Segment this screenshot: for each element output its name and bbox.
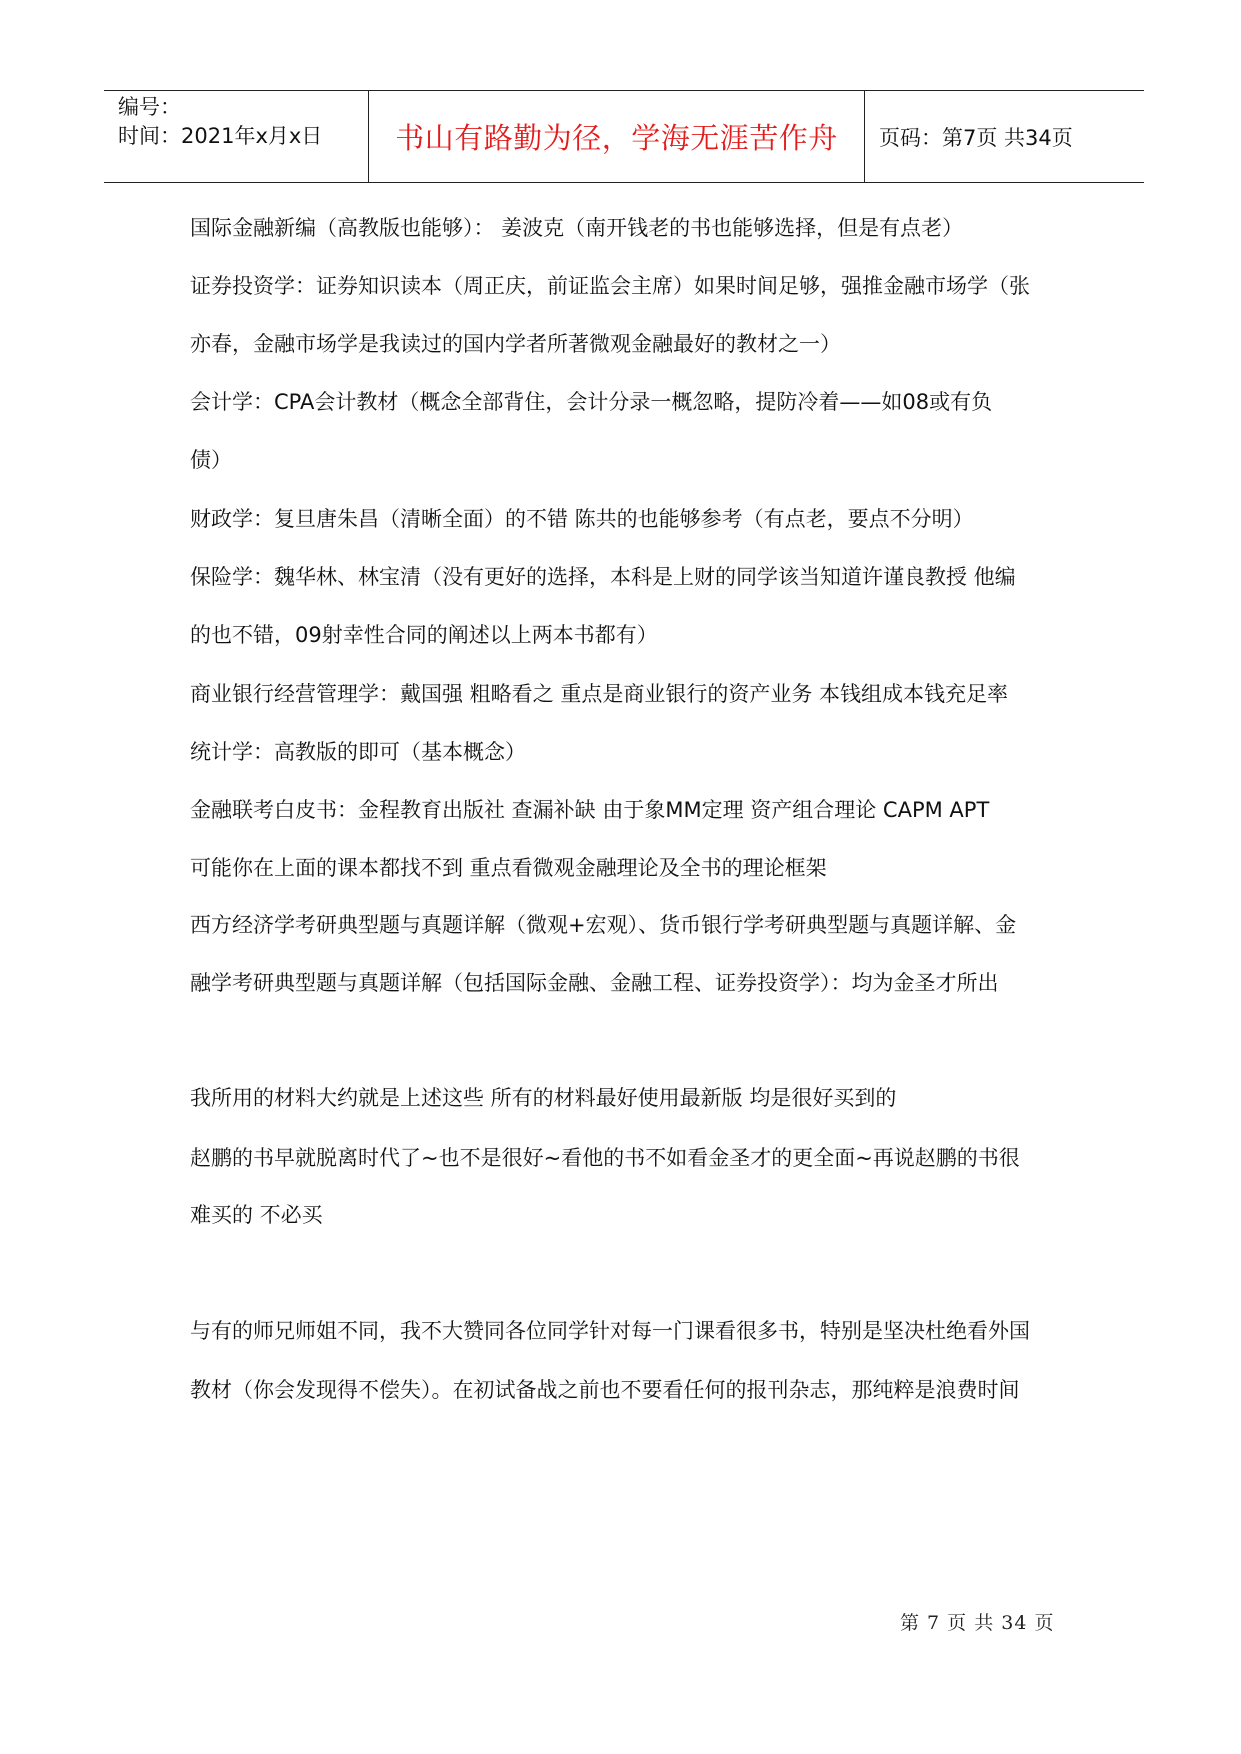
paragraph-line: 教材（你会发现得不偿失）。在初试备战之前也不要看任何的报刊杂志，那纯粹是浪费时间 [190, 1378, 1020, 1402]
paragraph-line: 会计学：CPA会计教材（概念全部背住，会计分录一概忽略，提防冷着——如08或有负 [190, 390, 993, 414]
paragraph-line: 的也不错，09射幸性合同的阐述以上两本书都有） [190, 623, 658, 647]
paragraph-line: 融学考研典型题与真题详解（包括国际金融、金融工程、证券投资学）：均为金圣才所出 [190, 971, 999, 995]
paragraph-line: 难买的 不必买 [190, 1203, 323, 1227]
paragraph-line: 保险学：魏华林、林宝清（没有更好的选择，本科是上财的同学该当知道许谨良教授 他编 [190, 565, 1016, 589]
page-footer: 第 7 页 共 34 页 [900, 1612, 1055, 1634]
header-page-number: 页码：第7页 共34页 [879, 125, 1073, 150]
paragraph-line: 财政学：复旦唐朱昌（清晰全面）的不错 陈共的也能够参考（有点老，要点不分明） [190, 507, 974, 531]
document-header [104, 90, 1144, 183]
paragraph-line: 可能你在上面的课本都找不到 重点看微观金融理论及全书的理论框架 [190, 856, 827, 880]
paragraph-line: 商业银行经营管理学：戴国强 粗略看之 重点是商业银行的资产业务 本钱组成本钱充足率 [190, 682, 1009, 706]
header-motto: 书山有路勤为径，学海无涯苦作舟 [369, 91, 865, 182]
paragraph-line: 赵鹏的书早就脱离时代了~也不是很好~看他的书不如看金圣才的更全面~再说赵鹏的书很 [190, 1146, 1020, 1170]
paragraph-line: 金融联考白皮书：金程教育出版社 查漏补缺 由于象MM定理 资产组合理论 CAPM APT [190, 798, 990, 822]
paragraph-line: 西方经济学考研典型题与真题详解（微观+宏观）、货币银行学考研典型题与真题详解、金 [190, 913, 1017, 937]
paragraph-line: 统计学：高教版的即可（基本概念） [190, 740, 526, 764]
header-info-cell [104, 91, 369, 182]
paragraph-line: 证券投资学：证券知识读本（周正庆，前证监会主席）如果时间足够，强推金融市场学（张 [190, 274, 1030, 298]
time-label: 时间：2021年x月x日 [118, 124, 323, 148]
paragraph-line: 国际金融新编（高教版也能够）： 姜波克（南开钱老的书也能够选择，但是有点老） [190, 216, 964, 240]
paragraph-line: 我所用的材料大约就是上述这些 所有的材料最好使用最新版 均是很好买到的 [190, 1086, 897, 1110]
paragraph-line: 与有的师兄师姐不同，我不大赞同各位同学针对每一门课看很多书，特别是坚决杜绝看外国 [190, 1319, 1030, 1343]
paragraph-line: 债） [190, 448, 232, 472]
serial-number-label: 编号： [118, 95, 181, 119]
paragraph-line: 亦春，金融市场学是我读过的国内学者所著微观金融最好的教材之一） [190, 332, 841, 356]
